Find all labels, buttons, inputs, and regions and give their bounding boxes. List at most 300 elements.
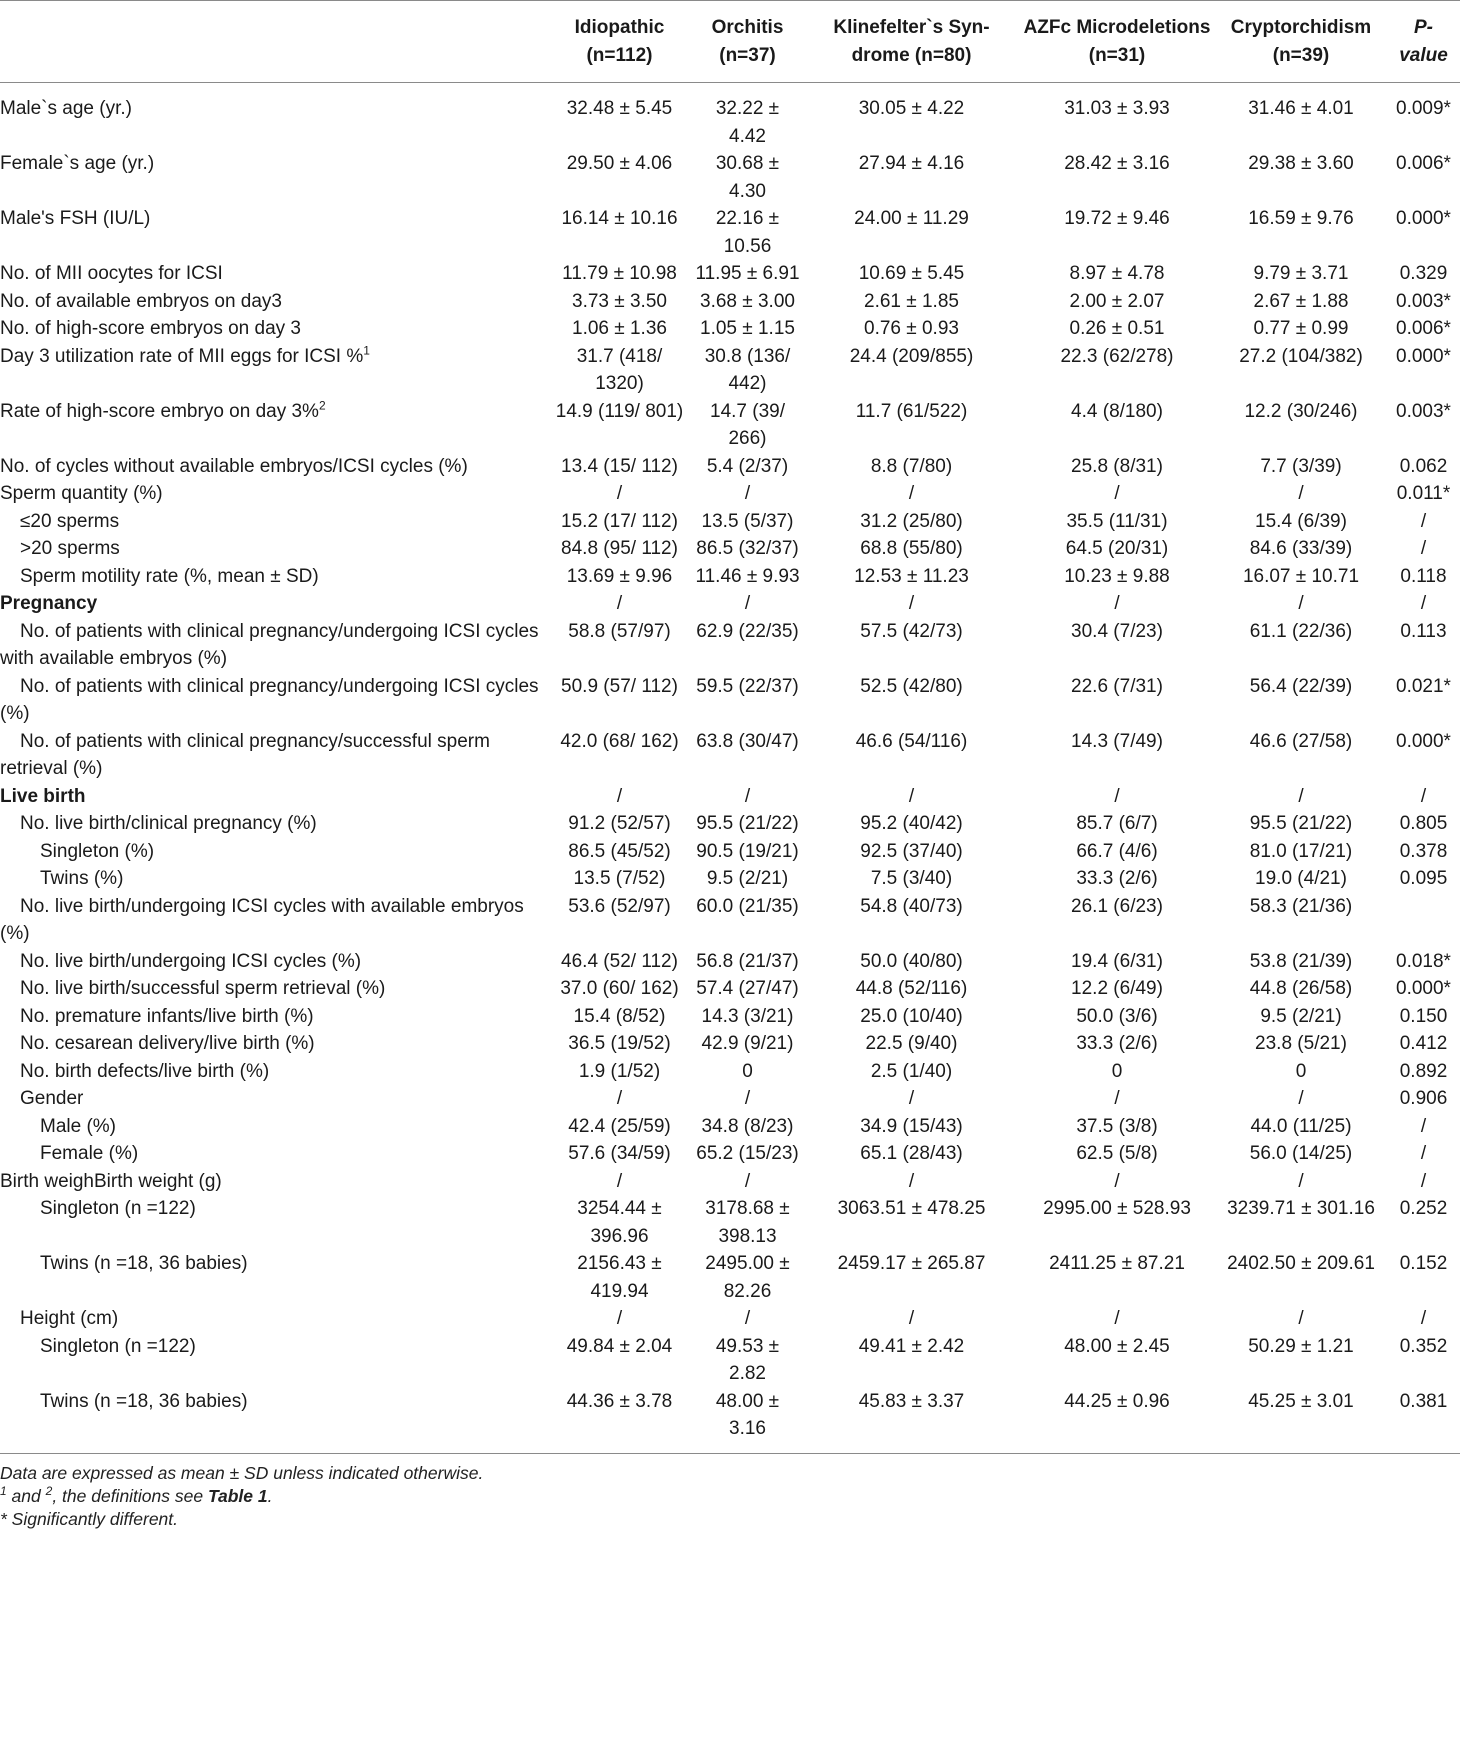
table-row: [0, 1168, 1460, 1196]
cell-klinefelter: 25.0 (10/40): [860, 1005, 963, 1027]
cell-azfc: 85.7 (6/7): [1076, 813, 1158, 834]
cell-p-value: 0.011*: [1396, 483, 1451, 504]
cell-orchitis: 60.0 (21/35): [696, 895, 799, 917]
row-label: [0, 865, 548, 893]
header-p-value: P-value: [1387, 1, 1460, 83]
cell-p-value: 0.006*: [1396, 153, 1451, 174]
cell-orchitis: 59.5 (22/37): [696, 675, 799, 697]
row-label-text: No. of MII oocytes for ICSI: [0, 263, 223, 284]
header-azfc: AZFc Microdeletions (n=31): [1019, 1, 1215, 83]
table-row: [0, 838, 1460, 866]
cell-cryptorchidism: 58.3 (21/36): [1249, 895, 1353, 917]
row-label: [0, 1168, 548, 1196]
cell-klinefelter: 27.94 ± 4.16: [858, 153, 965, 174]
cell-cryptorchidism: 84.6 (33/39): [1249, 538, 1353, 559]
cell-idiopathic: /: [616, 483, 623, 504]
cell-cryptorchidism: 61.1 (22/36): [1249, 620, 1353, 642]
cell-cryptorchidism: 27.2 (104/382): [1239, 345, 1363, 367]
row-label-text: Gender: [20, 1088, 84, 1109]
row-label-text: No. of cycles without available embryos/ICSI cycles (%): [0, 455, 468, 477]
table-row: [0, 205, 1460, 260]
row-label-text: Twins (%): [40, 868, 124, 889]
cell-klinefelter: 34.9 (15/43): [860, 1115, 963, 1137]
cell-azfc: 22.3 (62/278): [1060, 345, 1174, 367]
row-label-text: >20 sperms: [20, 538, 120, 559]
cell-p-value: /: [1420, 785, 1427, 807]
cell-cryptorchidism: 16.07 ± 10.71: [1242, 565, 1360, 587]
header-row: [0, 1, 1460, 83]
table-row: [0, 260, 1460, 288]
cell-orchitis: 56.8 (21/37): [696, 950, 799, 972]
cell-klinefelter: /: [908, 1308, 915, 1329]
cell-azfc: 66.7 (4/6): [1076, 840, 1158, 862]
table-row: [0, 508, 1460, 536]
table-body: [0, 83, 1460, 1454]
cell-azfc: 33.3 (2/6): [1076, 1033, 1158, 1054]
cell-orchitis: 65.2 (15/23): [696, 1143, 799, 1164]
cell-idiopathic: /: [616, 1170, 623, 1192]
cell-orchitis: 42.9 (9/21): [701, 1033, 794, 1054]
table-row: [0, 975, 1460, 1003]
row-label: [0, 1250, 548, 1305]
cell-klinefelter: 49.41 ± 2.42: [858, 1335, 965, 1357]
cell-orchitis: 11.95 ± 6.91: [695, 263, 800, 284]
cell-p-value: 0.113: [1400, 620, 1447, 642]
cell-idiopathic: 14.9 (119/ 801): [555, 400, 684, 422]
cell-klinefelter: 68.8 (55/80): [860, 538, 963, 559]
cell-azfc: 62.5 (5/8): [1076, 1143, 1158, 1164]
cell-orchitis: 63.8 (30/47): [696, 730, 799, 752]
row-label-text: Sperm quantity (%): [0, 483, 163, 504]
cell-klinefelter: /: [908, 483, 915, 504]
table-header: [0, 1, 1460, 83]
header-cryptorchidism: Cryptorchidism (n=39): [1215, 1, 1387, 83]
row-label: [0, 288, 548, 316]
row-label: [0, 480, 548, 508]
cell-klinefelter: 10.69 ± 5.45: [858, 263, 965, 284]
row-label: [0, 1195, 548, 1250]
table-row: [0, 1085, 1460, 1113]
cell-klinefelter: 11.7 (61/522): [855, 400, 968, 422]
footnote-table-ref: Table 1: [207, 1485, 268, 1506]
row-label-text: Birth weighBirth weight (g): [0, 1170, 222, 1192]
row-label-text: Male's FSH (IU/L): [0, 208, 151, 229]
cell-orchitis: 30.68 ± 4.30: [715, 153, 780, 202]
cell-cryptorchidism: 56.0 (14/25): [1249, 1143, 1353, 1164]
footnote-definitions: [0, 1485, 1460, 1508]
cell-orchitis: /: [744, 483, 751, 504]
cell-azfc: 12.2 (6/49): [1071, 978, 1163, 999]
row-label-text: Rate of high-score embryo on day 3%: [0, 400, 319, 422]
row-label-footnote-marker: 2: [318, 398, 326, 413]
cell-azfc: 19.72 ± 9.46: [1064, 208, 1170, 229]
cell-cryptorchidism: 53.8 (21/39): [1249, 950, 1353, 972]
cell-klinefelter: 2459.17 ± 265.87: [837, 1253, 986, 1274]
cell-klinefelter: /: [908, 1088, 915, 1109]
cell-cryptorchidism: 12.2 (30/246): [1244, 400, 1358, 422]
cell-cryptorchidism: 9.5 (2/21): [1260, 1005, 1342, 1027]
table-row: [0, 315, 1460, 343]
cell-p-value: /: [1420, 1170, 1427, 1192]
table-row: [0, 563, 1460, 591]
cell-idiopathic: 44.36 ± 3.78: [548, 1388, 691, 1454]
row-label: [0, 1333, 548, 1388]
cell-idiopathic: 2156.43 ± 419.94: [577, 1253, 662, 1302]
cell-orchitis: 62.9 (22/35): [696, 620, 799, 642]
cell-klinefelter: 50.0 (40/80): [860, 950, 963, 972]
cell-klinefelter: 95.2 (40/42): [860, 813, 963, 834]
table-row: [0, 480, 1460, 508]
cell-cryptorchidism: /: [1298, 593, 1304, 614]
cell-orchitis: 2495.00 ± 82.26: [705, 1253, 790, 1302]
row-label-text: Live birth: [0, 785, 86, 807]
cell-idiopathic: 13.4 (15/ 112): [561, 455, 678, 477]
cell-cryptorchidism: /: [1298, 1308, 1304, 1329]
cell-klinefelter: 24.00 ± 11.29: [854, 208, 969, 229]
cell-orchitis: 1.05 ± 1.15: [700, 318, 795, 339]
cell-orchitis: 3178.68 ± 398.13: [705, 1198, 790, 1247]
cell-azfc: 25.8 (8/31): [1071, 455, 1163, 477]
cell-klinefelter: 12.53 ± 11.23: [854, 565, 969, 587]
cell-orchitis: 13.5 (5/37): [701, 510, 794, 532]
cell-azfc: 26.1 (6/23): [1071, 895, 1163, 917]
row-label: [0, 453, 548, 481]
header-label: [0, 1, 548, 83]
cell-cryptorchidism: 56.4 (22/39): [1249, 675, 1353, 697]
row-label: [0, 728, 548, 783]
cell-orchitis: 9.5 (2/21): [706, 868, 789, 889]
cell-cryptorchidism: 7.7 (3/39): [1260, 455, 1342, 477]
cell-orchitis: 57.4 (27/47): [696, 978, 799, 999]
cell-p-value: 0.412: [1399, 1033, 1448, 1054]
row-label: [0, 260, 548, 288]
table-row: [0, 1140, 1460, 1168]
cell-p-value: /: [1420, 1308, 1427, 1329]
cell-p-value: 0.892: [1399, 1060, 1448, 1082]
row-label-text: No. cesarean delivery/live birth (%): [20, 1033, 315, 1054]
cell-idiopathic: 16.14 ± 10.16: [561, 208, 678, 229]
cell-orchitis: 95.5 (21/22): [696, 813, 799, 834]
cell-idiopathic: 86.5 (45/52): [568, 840, 671, 862]
cell-idiopathic: /: [616, 1308, 623, 1329]
cell-idiopathic: 53.6 (52/97): [568, 895, 671, 917]
table-row: [0, 1333, 1460, 1388]
cell-orchitis: 49.53 ± 2.82: [715, 1335, 780, 1384]
row-label-text: No. live birth/undergoing ICSI cycles with available embryos (%): [0, 895, 524, 944]
cell-cryptorchidism: 44.8 (26/58): [1249, 978, 1353, 999]
cell-orchitis: 11.46 ± 9.93: [695, 565, 800, 587]
cell-azfc: 22.6 (7/31): [1071, 675, 1163, 697]
cell-idiopathic: 49.84 ± 2.04: [566, 1335, 673, 1357]
cell-idiopathic: 36.5 (19/52): [568, 1033, 671, 1054]
cell-idiopathic: 37.0 (60/ 162): [560, 978, 679, 999]
cell-azfc: 2.00 ± 2.07: [1069, 290, 1165, 312]
cell-klinefelter: 3063.51 ± 478.25: [837, 1198, 986, 1219]
row-label-text: No. of patients with clinical pregnancy/undergoing ICSI cycles with available embryos (%): [0, 620, 539, 669]
row-label: [0, 1140, 548, 1168]
cell-azfc: 19.4 (6/31): [1071, 950, 1163, 972]
table-row: [0, 783, 1460, 811]
cell-klinefelter: 31.2 (25/80): [860, 510, 963, 532]
row-label-text: No. of high-score embryos on day 3: [0, 318, 301, 339]
cell-idiopathic: 50.9 (57/ 112): [561, 675, 678, 697]
cell-p-value: 0.000*: [1396, 978, 1451, 999]
footnote-significance: * Significantly different.: [0, 1508, 179, 1529]
footnote-sup-2: 2: [45, 1483, 53, 1498]
cell-orchitis: 3.68 ± 3.00: [700, 290, 795, 312]
cell-idiopathic: 1.06 ± 1.36: [572, 318, 667, 339]
table-row: [0, 728, 1460, 783]
cell-cryptorchidism: 16.59 ± 9.76: [1248, 208, 1354, 229]
row-label: [0, 1085, 548, 1113]
cell-orchitis: 30.8 (136/ 442): [704, 345, 791, 394]
cell-orchitis: 0: [742, 1060, 753, 1082]
cell-p-value: 0.000*: [1396, 345, 1451, 367]
cell-idiopathic: /: [616, 593, 623, 614]
cell-cryptorchidism: 45.25 ± 3.01: [1215, 1388, 1387, 1454]
cell-orchitis: 34.8 (8/23): [701, 1115, 794, 1137]
row-label: [0, 83, 548, 151]
cell-klinefelter: 2.61 ± 1.85: [864, 290, 959, 312]
table-row: [0, 535, 1460, 563]
row-label: [0, 838, 548, 866]
row-label: [0, 1030, 548, 1058]
table-row: [0, 1030, 1460, 1058]
row-label: [0, 508, 548, 536]
row-label: [0, 1388, 548, 1454]
cell-cryptorchidism: /: [1298, 1088, 1304, 1109]
cell-klinefelter: 57.5 (42/73): [860, 620, 963, 642]
cell-p-value: /: [1420, 538, 1427, 559]
row-label: [0, 535, 548, 563]
footnote-and: and: [6, 1485, 46, 1506]
cell-cryptorchidism: /: [1298, 1170, 1304, 1192]
cell-p-value: 0.000*: [1396, 208, 1451, 229]
cell-klinefelter: 22.5 (9/40): [865, 1033, 958, 1054]
cell-idiopathic: 32.48 ± 5.45: [566, 98, 673, 119]
cell-orchitis: 14.3 (3/21): [701, 1005, 794, 1027]
cell-orchitis: /: [744, 1170, 751, 1192]
cell-azfc: /: [1114, 1088, 1120, 1109]
cell-cryptorchidism: 50.29 ± 1.21: [1248, 1335, 1354, 1357]
cell-azfc: 48.00 ± 2.45: [1064, 1335, 1170, 1357]
cell-p-value: /: [1420, 510, 1427, 532]
table-row: [0, 1113, 1460, 1141]
cell-idiopathic: 3.73 ± 3.50: [572, 290, 667, 312]
cell-azfc: 35.5 (11/31): [1066, 510, 1168, 532]
cell-azfc: /: [1114, 593, 1120, 614]
cell-cryptorchidism: 2402.50 ± 209.61: [1227, 1253, 1375, 1274]
cell-azfc: /: [1114, 483, 1120, 504]
cell-idiopathic: 58.8 (57/97): [568, 620, 671, 642]
cell-azfc: 50.0 (3/6): [1076, 1005, 1158, 1027]
cell-klinefelter: /: [908, 1170, 915, 1192]
row-label-footnote-marker: 1: [363, 343, 370, 358]
cell-orchitis: 5.4 (2/37): [706, 455, 789, 477]
table-row: [0, 1250, 1460, 1305]
cell-cryptorchidism: 46.6 (27/58): [1249, 730, 1353, 752]
row-label: [0, 590, 548, 618]
cell-azfc: 4.4 (8/180): [1071, 400, 1163, 422]
cell-idiopathic: 13.5 (7/52): [573, 868, 666, 889]
table-row: [0, 948, 1460, 976]
cell-p-value: /: [1420, 1115, 1427, 1137]
cell-idiopathic: 11.79 ± 10.98: [562, 263, 677, 284]
cell-p-value: 0.009*: [1396, 98, 1451, 119]
cell-azfc: 37.5 (3/8): [1076, 1115, 1158, 1137]
row-label: [0, 1003, 548, 1031]
row-label-text: Singleton (n =122): [40, 1335, 196, 1357]
cell-klinefelter: /: [908, 785, 915, 807]
cell-azfc: 31.03 ± 3.93: [1064, 98, 1170, 119]
cell-azfc: 28.42 ± 3.16: [1064, 153, 1170, 174]
row-label: [0, 398, 548, 453]
row-label: [0, 205, 548, 260]
row-label: [0, 975, 548, 1003]
cell-klinefelter: 45.83 ± 3.37: [804, 1388, 1019, 1454]
cell-p-value: 0.805: [1399, 813, 1448, 834]
cell-cryptorchidism: 15.4 (6/39): [1255, 510, 1347, 532]
table-row: [0, 398, 1460, 453]
cell-cryptorchidism: 95.5 (21/22): [1249, 813, 1353, 834]
cell-cryptorchidism: /: [1298, 785, 1304, 807]
cell-idiopathic: 46.4 (52/ 112): [561, 950, 678, 972]
cell-idiopathic: 3254.44 ± 396.96: [577, 1198, 662, 1247]
cell-klinefelter: 30.05 ± 4.22: [858, 98, 965, 119]
cell-orchitis: 22.16 ± 10.56: [715, 208, 780, 257]
cell-idiopathic: 15.2 (17/ 112): [561, 510, 678, 532]
cell-p-value: /: [1420, 1143, 1427, 1164]
table-row: [0, 453, 1460, 481]
cell-cryptorchidism: 2.67 ± 1.88: [1253, 290, 1349, 312]
table-row: [0, 590, 1460, 618]
cell-p-value: 0.381: [1387, 1388, 1460, 1454]
row-label: [0, 1113, 548, 1141]
cell-azfc: /: [1114, 1170, 1120, 1192]
cell-klinefelter: 46.6 (54/116): [855, 730, 968, 752]
row-label: [0, 150, 548, 205]
cell-orchitis: /: [744, 1308, 751, 1329]
cell-orchitis: 48.00 ± 3.16: [691, 1388, 804, 1454]
table-row: [0, 1305, 1460, 1333]
cell-p-value: 0.906: [1399, 1088, 1448, 1109]
cell-idiopathic: 13.69 ± 9.96: [566, 565, 673, 587]
row-label: [0, 893, 548, 948]
cell-cryptorchidism: 19.0 (4/21): [1255, 868, 1347, 889]
cell-p-value: 0.006*: [1396, 318, 1451, 339]
cell-azfc: 33.3 (2/6): [1076, 868, 1158, 889]
row-label: [0, 783, 548, 811]
row-label-text: Day 3 utilization rate of MII eggs for ICSI %: [0, 345, 364, 367]
cell-orchitis: /: [744, 785, 751, 807]
cell-p-value: 0.021*: [1396, 675, 1451, 697]
cell-p-value: 0.095: [1399, 868, 1448, 889]
row-label: [0, 618, 548, 673]
row-label-text: Twins (n =18, 36 babies): [40, 1390, 248, 1412]
cell-klinefelter: 2.5 (1/40): [870, 1060, 953, 1082]
cell-cryptorchidism: 44.0 (11/25): [1250, 1115, 1352, 1137]
table-footnotes: [0, 1454, 1460, 1531]
cell-azfc: 44.25 ± 0.96: [1019, 1388, 1215, 1454]
table-row: [0, 83, 1460, 151]
row-label: [0, 673, 548, 728]
cell-orchitis: /: [744, 593, 751, 614]
row-label-text: Male (%): [40, 1115, 117, 1137]
cell-orchitis: 14.7 (39/ 266): [710, 400, 785, 449]
cell-klinefelter: 92.5 (37/40): [860, 840, 963, 862]
table-row: [0, 1388, 1460, 1454]
cell-azfc: 2411.25 ± 87.21: [1049, 1253, 1185, 1274]
cell-cryptorchidism: 3239.71 ± 301.16: [1227, 1198, 1375, 1219]
cell-klinefelter: 54.8 (40/73): [860, 895, 963, 917]
cell-orchitis: 32.22 ± 4.42: [715, 98, 780, 147]
cell-idiopathic: 15.4 (8/52): [573, 1005, 666, 1027]
cell-idiopathic: 91.2 (52/57): [568, 813, 671, 834]
cell-azfc: /: [1114, 785, 1120, 807]
row-label-text: Singleton (%): [40, 840, 155, 862]
cell-idiopathic: 31.7 (418/ 1320): [576, 345, 663, 394]
footnote-end: .: [267, 1485, 273, 1506]
cell-idiopathic: 42.0 (68/ 162): [560, 730, 679, 752]
cell-azfc: 8.97 ± 4.78: [1069, 263, 1165, 284]
footnote-data-note: Data are expressed as mean ± SD unless indicated otherwise.: [0, 1462, 484, 1483]
row-label-text: Pregnancy: [0, 593, 98, 614]
cell-cryptorchidism: /: [1298, 483, 1304, 504]
row-label-text: No. of patients with clinical pregnancy/successful sperm retrieval (%): [0, 730, 490, 779]
cell-cryptorchidism: 31.46 ± 4.01: [1248, 98, 1354, 119]
cell-klinefelter: /: [908, 593, 915, 614]
cell-cryptorchidism: 81.0 (17/21): [1249, 840, 1353, 862]
cell-klinefelter: 0.76 ± 0.93: [864, 318, 959, 339]
cell-idiopathic: 84.8 (95/ 112): [561, 538, 678, 559]
cell-klinefelter: 44.8 (52/116): [855, 978, 968, 999]
row-label-text: Male`s age (yr.): [0, 98, 132, 119]
cell-p-value: 0.329: [1399, 263, 1448, 284]
row-label: [0, 343, 548, 398]
cell-idiopathic: 1.9 (1/52): [578, 1060, 661, 1082]
cell-cryptorchidism: 0: [1295, 1060, 1307, 1082]
cell-p-value: 0.062: [1399, 455, 1448, 477]
row-label-text: No. live birth/successful sperm retrieval (%): [20, 978, 386, 999]
cell-cryptorchidism: 9.79 ± 3.71: [1253, 263, 1349, 284]
row-label: [0, 1305, 548, 1333]
row-label: [0, 948, 548, 976]
cell-p-value: 0.003*: [1396, 290, 1451, 312]
row-label: [0, 1058, 548, 1086]
row-label-text: Female`s age (yr.): [0, 153, 155, 174]
row-label-text: No. of available embryos on day3: [0, 290, 282, 312]
cell-idiopathic: 57.6 (34/59): [568, 1143, 671, 1164]
cell-idiopathic: /: [616, 785, 623, 807]
cell-klinefelter: 24.4 (209/855): [849, 345, 974, 367]
cell-p-value: 0.018*: [1396, 950, 1451, 972]
table-row: [0, 288, 1460, 316]
cell-p-value: 0.150: [1399, 1005, 1448, 1027]
cell-azfc: 2995.00 ± 528.93: [1043, 1198, 1191, 1219]
cell-p-value: 0.252: [1399, 1198, 1448, 1219]
table-row: [0, 343, 1460, 398]
cell-p-value: 0.378: [1399, 840, 1448, 862]
cell-cryptorchidism: 23.8 (5/21): [1255, 1033, 1347, 1054]
cell-orchitis: 90.5 (19/21): [696, 840, 799, 862]
cell-cryptorchidism: 29.38 ± 3.60: [1248, 153, 1354, 174]
row-label-text: Female (%): [40, 1143, 139, 1164]
row-label: [0, 315, 548, 343]
header-orchitis: Orchitis (n=37): [691, 1, 804, 83]
cell-klinefelter: 8.8 (7/80): [870, 455, 953, 477]
cell-klinefelter: 65.1 (28/43): [860, 1143, 963, 1164]
cell-idiopathic: /: [616, 1088, 623, 1109]
